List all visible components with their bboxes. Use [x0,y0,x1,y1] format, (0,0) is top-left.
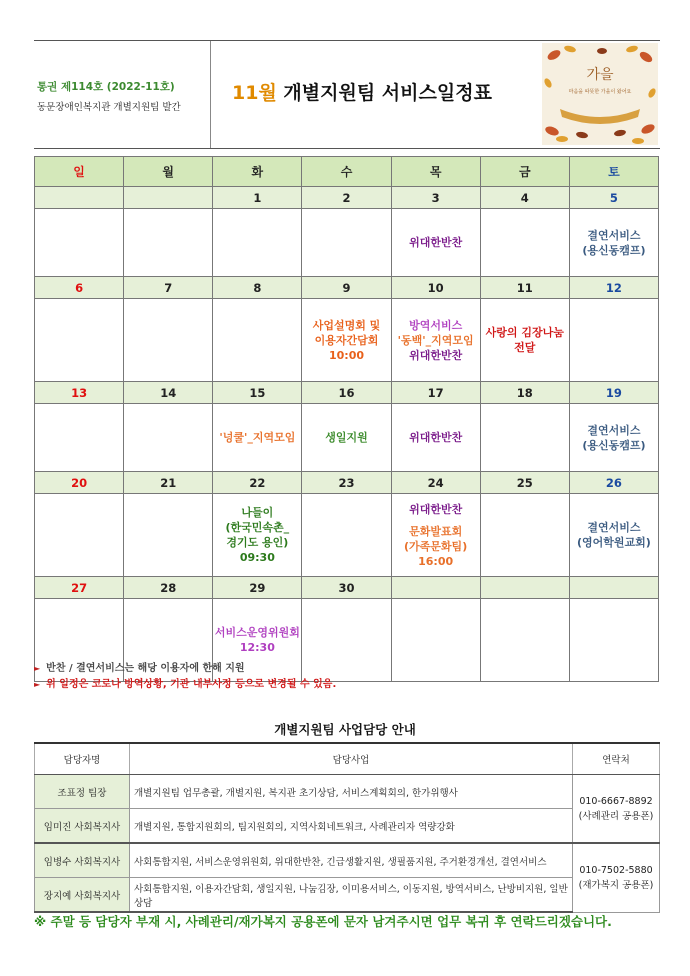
week-4-dates [35,472,659,494]
event-text: (용신동캠프) [582,243,646,257]
staff-work: 사회통합지원, 이용자간담회, 생일지원, 나눔김장, 이미용서비스, 이동지원, 방역서비스, 난방비지원, 일반상담 [130,878,573,913]
event-text: '넝쿨'_지역모임 [219,431,296,444]
event-cell [35,404,124,472]
title-month: 11월 [232,82,277,104]
staff-name: 임미진 사회복지사 [35,809,130,844]
date-cell: 1 [213,187,302,209]
date-cell: 26 [569,472,658,494]
event-text: 방역서비스 [409,318,463,332]
event-cell [391,299,480,382]
column-header-work: 담당사업 [130,743,573,775]
event-cell [35,209,124,277]
date-cell [480,577,569,599]
event-cell [302,299,391,382]
weekday-wed: 수 [302,157,391,187]
date-cell: 5 [569,187,658,209]
event-time: 16:00 [418,554,454,568]
weekday-tue: 화 [213,157,302,187]
staff-name: 임병수 사회복지사 [35,843,130,878]
event-text: 서비스운영위원회 [214,626,300,639]
table-row [35,809,660,844]
column-header-name: 담당자명 [35,743,130,775]
event-cell [569,494,658,577]
week-1-events [35,209,659,277]
staff-section-title: 개별지원팀 사업담당 안내 [274,722,416,737]
event-cell [302,494,391,577]
event-text: 전달 [514,341,536,354]
weekday-sat: 토 [569,157,658,187]
event-cell [35,299,124,382]
autumn-illustration [542,43,658,145]
event-text: 이용자간담회 [314,333,379,347]
date-cell: 4 [480,187,569,209]
note-text: 반찬 / 결연서비스는 해당 이용자에 한해 지원 [46,663,245,674]
autumn-leaves-icon [542,43,658,145]
event-text: 문화발표회 [409,524,463,538]
service-calendar [34,156,659,682]
event-text: 위대한반찬 [409,236,463,249]
column-header-contact: 연락처 [573,743,660,775]
event-cell [391,209,480,277]
event-spacer [392,517,480,524]
event-cell [480,494,569,577]
week-3-dates [35,382,659,404]
date-cell: 22 [213,472,302,494]
date-cell [569,577,658,599]
event-text: (용신동캠프) [582,438,646,452]
staff-name: 장지예 사회복지사 [35,878,130,913]
date-cell: 27 [35,577,124,599]
week-3-events [35,404,659,472]
event-text: 사업설명회 및 [312,318,381,332]
table-row [35,878,660,913]
title-text: 개별지원팀 서비스일정표 [276,82,492,104]
event-cell [569,209,658,277]
date-cell: 24 [391,472,480,494]
event-cell [480,209,569,277]
event-cell [124,209,213,277]
date-cell: 13 [35,382,124,404]
event-text: 위대한반찬 [409,348,463,362]
footer-notice: ※ 주말 등 담당자 부재 시, 사례관리/재가복지 공용폰에 문자 남겨주시면 업무 복귀 후 연락드리겠습니다. [34,914,612,929]
autumn-image-title: 가을 [586,67,614,83]
event-cell [124,404,213,472]
date-cell: 19 [569,382,658,404]
date-cell: 23 [302,472,391,494]
event-cell [480,299,569,382]
event-text: 나들이 [241,506,274,519]
event-text: 위대한반찬 [409,502,463,516]
note-item [34,661,336,677]
event-text: (영어학원교회) [577,536,651,549]
staff-work: 개별지원팀 업무총괄, 개별지원, 복지관 초기상담, 서비스계획회의, 한가위행사 [130,775,573,809]
contact-phone [573,775,660,844]
staff-work: 사회통합지원, 서비스운영위원회, 위대한반찬, 긴급생활지원, 생필품지원, 주거환경개선, 결연서비스 [130,843,573,878]
date-cell: 30 [302,577,391,599]
schedule-notes [34,661,336,693]
event-text: 위대한반찬 [409,431,463,444]
date-cell: 21 [124,472,213,494]
event-cell [213,404,302,472]
staff-table [34,742,660,913]
event-cell [480,599,569,682]
staff-header-row [35,743,660,775]
date-cell: 25 [480,472,569,494]
date-cell [124,187,213,209]
week-2-dates [35,277,659,299]
week-1-dates [35,187,659,209]
event-cell [569,404,658,472]
triangle-bullet-icon: ► [34,680,41,689]
event-cell [124,494,213,577]
event-text: 결연서비스 [587,423,641,437]
autumn-image-caption: 마음을 따뜻한 가을이 왔어요 [568,89,632,95]
note-item [34,677,336,693]
weekday-header-row [35,157,659,187]
event-cell [480,404,569,472]
date-cell: 10 [391,277,480,299]
date-cell: 8 [213,277,302,299]
date-cell: 9 [302,277,391,299]
staff-work: 개별지원, 통합지원회의, 팀지원회의, 지역사회네트워크, 사례관리자 역량강화 [130,809,573,844]
event-cell [391,494,480,577]
event-cell [569,299,658,382]
date-cell: 6 [35,277,124,299]
event-text: (한국민속촌_ [225,521,290,534]
event-time: 10:00 [328,348,364,362]
phone-number: 010-6667-8892 [579,795,653,807]
contact-phone [573,843,660,912]
date-cell: 11 [480,277,569,299]
date-cell: 3 [391,187,480,209]
newsletter-header [34,40,660,149]
weekday-thu: 목 [391,157,480,187]
event-cell [391,599,480,682]
weekday-sun: 일 [35,157,124,187]
weekday-mon: 월 [124,157,213,187]
event-cell [35,494,124,577]
date-cell: 2 [302,187,391,209]
date-cell: 16 [302,382,391,404]
weekday-fri: 금 [480,157,569,187]
event-cell [302,404,391,472]
date-cell: 20 [35,472,124,494]
issue-number: 통권 제114호 (2022-11호) [37,81,175,93]
week-4-events [35,494,659,577]
event-time: 09:30 [239,551,275,564]
week-2-events [35,299,659,382]
event-cell [124,299,213,382]
publisher: 동문장애인복지관 개별지원팀 발간 [37,102,181,113]
phone-label: (재가복지 공용폰) [578,879,654,891]
event-cell [213,299,302,382]
event-cell [302,209,391,277]
date-cell: 14 [124,382,213,404]
event-time: 12:30 [239,641,275,654]
triangle-bullet-icon: ► [34,664,41,673]
week-5-dates [35,577,659,599]
issue-info [34,41,211,148]
phone-number: 010-7502-5880 [579,864,653,876]
date-cell: 28 [124,577,213,599]
table-row [35,775,660,809]
phone-label: (사례관리 공용폰) [578,810,654,822]
date-cell [391,577,480,599]
date-cell: 17 [391,382,480,404]
event-cell [213,209,302,277]
date-cell [35,187,124,209]
date-cell: 29 [213,577,302,599]
event-text: 결연서비스 [587,521,641,534]
event-cell [569,599,658,682]
page-title [232,78,492,105]
event-text: '동백'_지역모임 [397,333,474,347]
event-text: 생일지원 [325,431,368,444]
note-text: 위 일정은 코로나 방역상황, 기관 내부사정 등으로 변경될 수 있음. [46,679,337,690]
event-text: (가족문화팀) [404,539,468,553]
event-cell [213,494,302,577]
date-cell: 7 [124,277,213,299]
date-cell: 12 [569,277,658,299]
date-cell: 15 [213,382,302,404]
staff-name: 조표정 팀장 [35,775,130,809]
event-text: 경기도 용인) [226,536,289,549]
event-cell [391,404,480,472]
event-text: 결연서비스 [587,228,641,242]
date-cell: 18 [480,382,569,404]
table-row [35,843,660,878]
event-text: 사랑의 김장나눔 [485,326,564,339]
